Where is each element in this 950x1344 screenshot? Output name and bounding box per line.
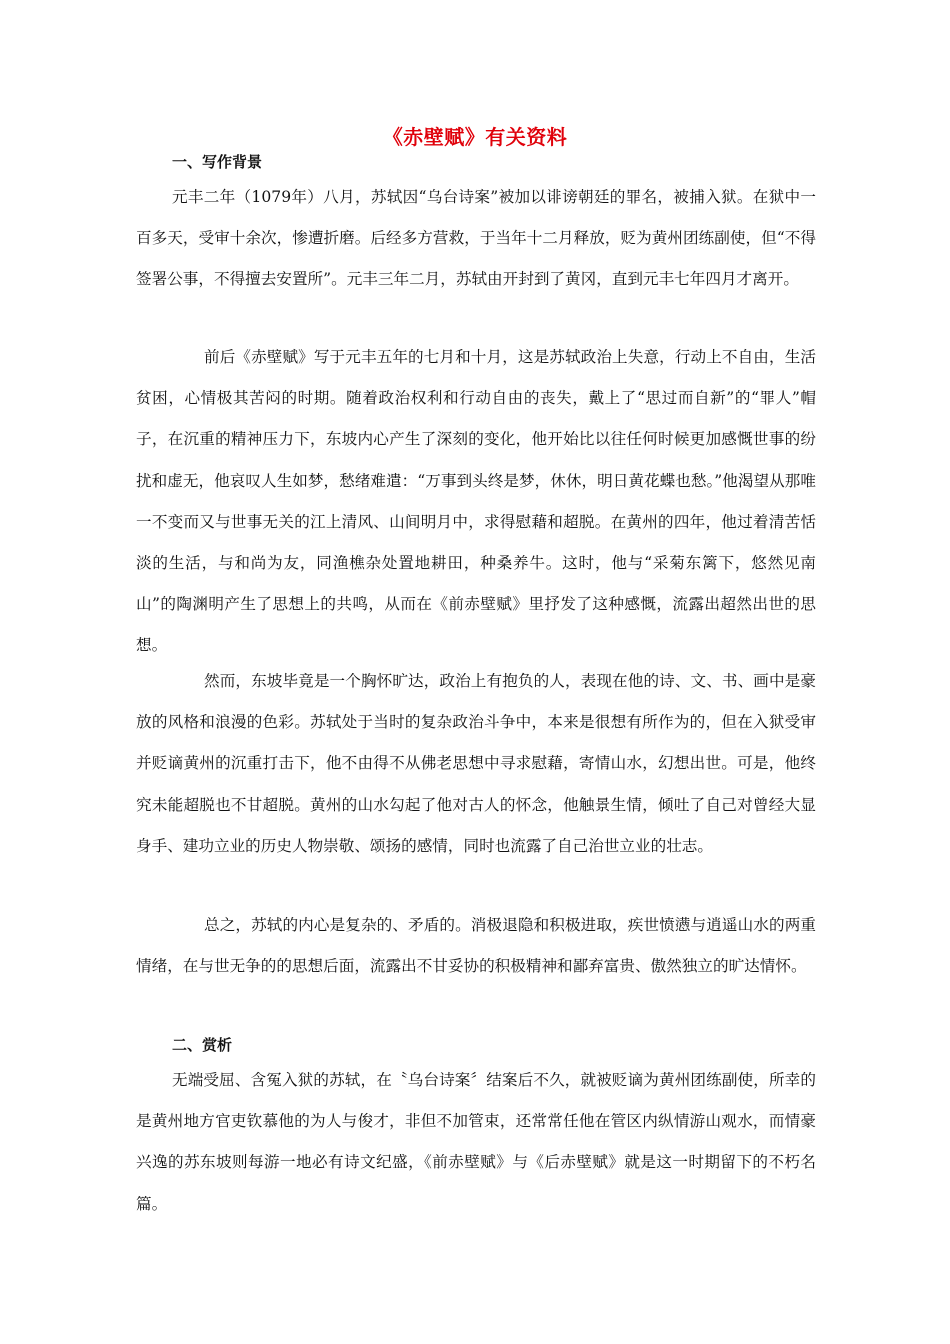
- paragraph-background-3: 然而，东坡毕竟是一个胸怀旷达，政治上有抱负的人，表现在他的诗、文、书、画中是豪放的风格和浪漫的色彩。苏轼处于当时的复杂政治斗争中，本来是很想有所作为的，但在入狱受审并贬谪黄州的沉重打击下，他不由得不从佛老思想中寻求慰藉，寄情山水，幻想出世。可是，他终究未能超脱也不甘超脱。黄州的山水勾起了他对古人的怀念，他触景生情，倾吐了自己对曾经大显身手、建功立业的历史人物崇敬、颂扬的感情，同时也流露了自己治世立业的壮志。: [136, 672, 816, 855]
- paragraph-background-4: 总之，苏轼的内心是复杂的、矛盾的。消极退隐和积极进取，疾世愤懑与逍遥山水的两重情绪，在与世无争的的思想后面，流露出不甘妥协的积极精神和鄙弃富贵、傲然独立的旷达情怀。: [136, 916, 816, 976]
- document-title: 《赤壁赋》有关资料: [382, 125, 568, 149]
- paragraph-background-1: 元丰二年（1079年）八月，苏轼因“乌台诗案”被加以诽谤朝廷的罪名，被捕入狱。在狱中一百多天，受审十余次，惨遭折磨。后经多方营救，于当年十二月释放，贬为黄州团练副使，但“不得签署公事，不得擅去安置所”。元丰三年二月，苏轼由开封到了黄冈，直到元丰七年四月才离开。: [136, 188, 816, 289]
- section-heading-appreciation: 二、赏析: [172, 1036, 233, 1054]
- paragraph-background-2: 前后《赤壁赋》写于元丰五年的七月和十月，这是苏轼政治上失意，行动上不自由，生活贫困，心情极其苦闷的时期。随着政治权利和行动自由的丧失，戴上了“思过而自新”的“罪人”帽子，在沉重的精神压力下，东坡内心产生了深刻的变化，他开始比以往任何时候更加感慨世事的纷扰和虚无，他哀叹人生如梦，愁绪难遣：“万事到头终是梦，休休，明日黄花蝶也愁。”他渴望从那唯一不变而又与世事无关的江上清风、山间明月中，求得慰藉和超脱。在黄州的四年，他过着清苦恬淡的生活，与和尚为友，同渔樵杂处置地耕田，种桑养牛。这时，他与“采菊东篱下，悠然见南山”的陶渊明产生了思想上的共鸣，从而在《前赤壁赋》里抒发了这种感慨，流露出超然出世的思想。: [136, 348, 816, 655]
- section-heading-background: 一、写作背景: [172, 153, 263, 171]
- paragraph-appreciation-1: 无端受屈、含冤入狱的苏轼，在〝乌台诗案〞结案后不久，就被贬谪为黄州团练副使，所幸的是黄州地方官吏钦慕他的为人与俊才，非但不加管束，还常常任他在管区内纵情游山观水，而情豪兴逸的苏东坡则每游一地必有诗文纪盛，《前赤壁赋》与《后赤壁赋》就是这一时期留下的不朽名篇。: [136, 1071, 816, 1213]
